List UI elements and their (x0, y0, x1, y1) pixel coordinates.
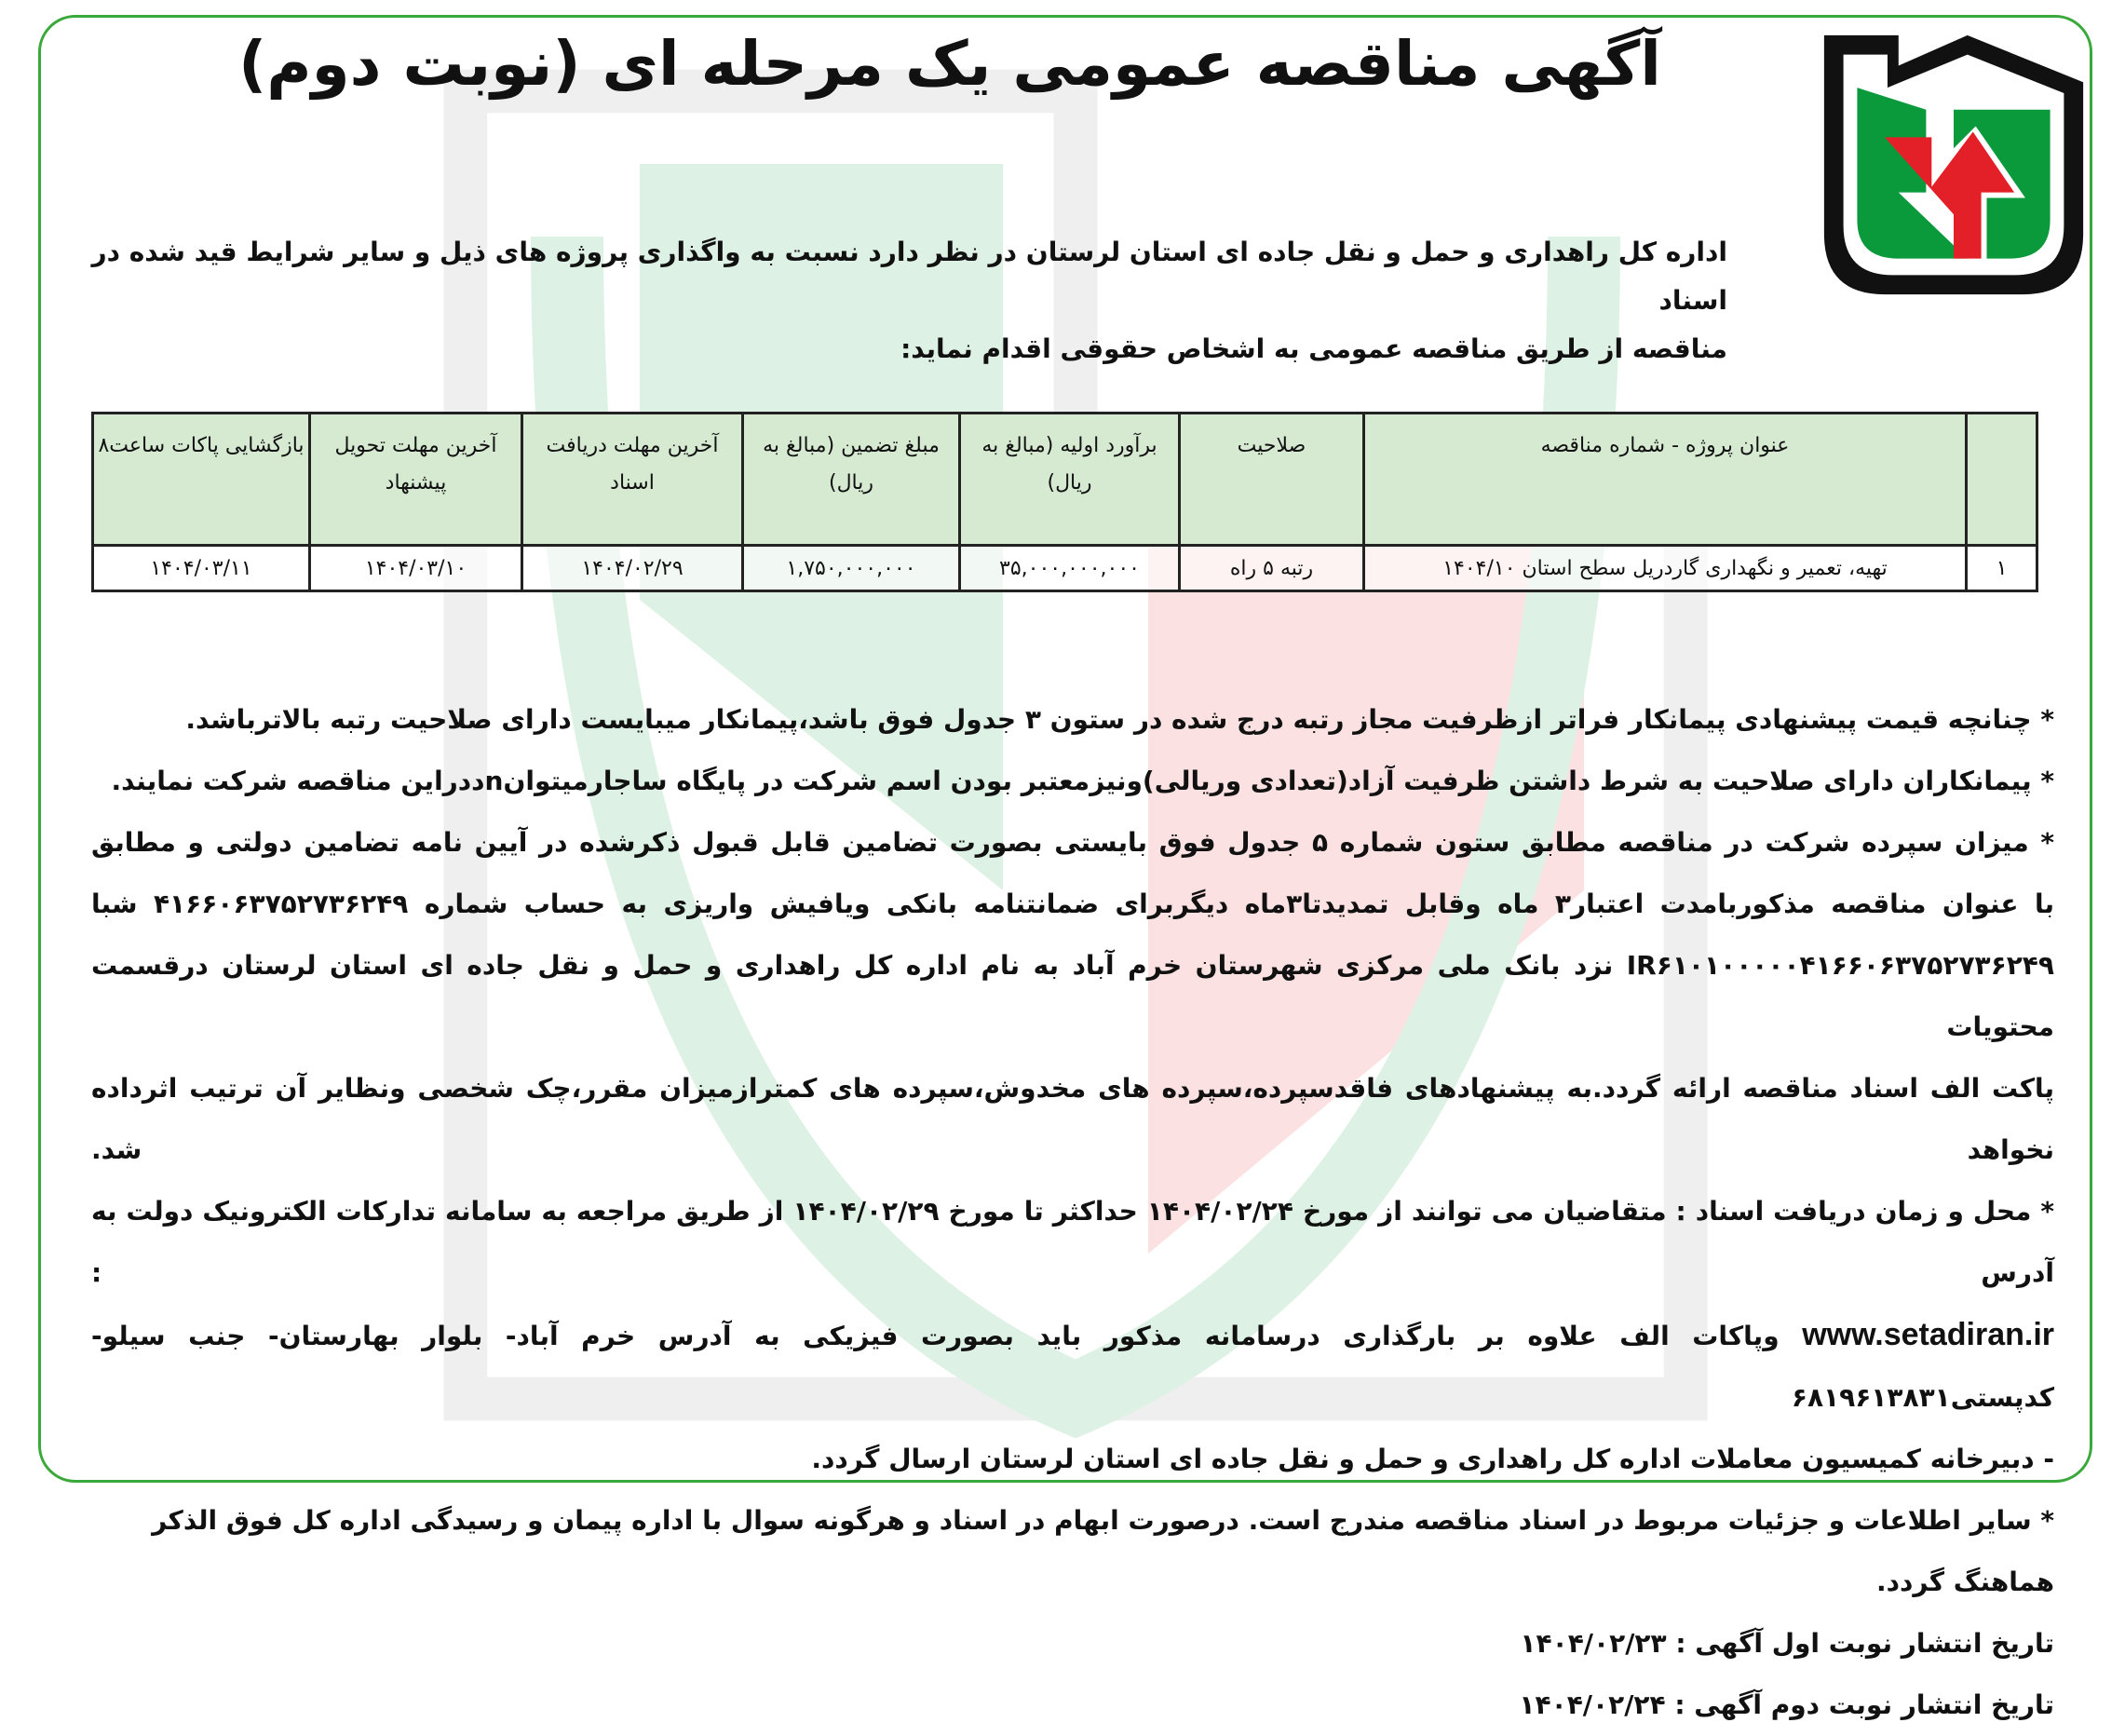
body-line: * محل و زمان دریافت اسناد : متقاضیان می توانند از مورخ ۱۴۰۴/۰۲/۲۴ حداکثر تا مورخ ۱۴۰۴/۰۲/۲۹ از طریق مراجعه به سامانه تدارکات الکترونیک دولت به آدرس : (91, 1196, 2055, 1288)
cell-number: ۱ (1967, 546, 2037, 591)
body-line: * سایر اطلاعات و جزئیات مربوط در اسناد مناقصه مندرج است. درصورت ابهام در اسناد و هرگونه سوال با اداره پیمان و رسیدگی اداره کل فوق الذکر هماهنگ گردد. (152, 1505, 2054, 1597)
conditions-text (91, 689, 2054, 1736)
table-header-row (93, 414, 2037, 546)
cell-estimate: ۳۵,۰۰۰,۰۰۰,۰۰۰ (960, 546, 1180, 591)
second-publish-date: تاریخ انتشار نوبت دوم آگهی : ۱۴۰۴/۰۲/۲۴ (1519, 1689, 2054, 1720)
col-header-qualification: صلاحیت (1180, 414, 1364, 546)
body-line: وپاکات الف علاوه بر بارگذاری درسامانه مذکور باید بصورت فیزیکی به آدرس خرم آباد- بلوار بهارستان- جنب سیلو-کدپستی۶۸۱۹۶۱۳۸۳۱ (91, 1321, 2054, 1413)
website-link[interactable]: www.setadiran.ir (1802, 1317, 2055, 1352)
page-title: آگهی مناقصه عمومی یک مرحله ای (نوبت دوم) (238, 28, 1661, 100)
intro-line: مناقصه از طریق مناقصه عمومی به اشخاص حقوقی اقدام نماید: (900, 333, 1727, 364)
body-line: IR۶۱۰۱۰۰۰۰۰۴۱۶۶۰۶۳۷۵۲۷۳۶۲۴۹ نزد بانک ملی مرکزی شهرستان خرم آباد به نام اداره کل راهداری و حمل و نقل جاده ای استان لرستان درقسمت محتویات (91, 950, 2054, 1042)
col-header-guarantee: مبلغ تضمین (مبالغ به ریال) (743, 414, 960, 546)
col-header-project: عنوان پروژه - شماره مناقصه (1364, 414, 1967, 546)
body-line: * میزان سپرده شرکت در مناقصه مطابق ستون شماره ۵ جدول فوق بایستی بصورت تضامین قابل قبول ذکرشده در آیین نامه تضامین دولتی و مطابق (91, 827, 2054, 858)
cell-doc-deadline: ۱۴۰۴/۰۲/۲۹ (522, 546, 743, 591)
table-row (93, 546, 2037, 591)
cell-opening: ۱۴۰۴/۰۳/۱۱ (93, 546, 310, 591)
col-header-bid-deadline: آخرین مهلت تحویل پیشنهاد (310, 414, 522, 546)
cell-qualification: رتبه ۵ راه (1180, 546, 1364, 591)
body-line: * چنانچه قیمت پیشنهادی پیمانکار فراتر ازظرفیت مجاز رتبه درج شده در ستون ۳ جدول فوق باشد،پیمانکار میبایست دارای صلاحیت رتبه بالاترباشد. (185, 704, 2054, 735)
col-header-opening: بازگشایی پاکات ساعت۸ (93, 414, 310, 546)
road-transport-logo-icon (1816, 26, 2091, 304)
body-line: * پیمانکاران دارای صلاحیت به شرط داشتن ظرفیت آزاد(تعدادی وریالی)ونیزمعتبر بودن اسم شرکت در پایگاه ساجارمیتوانnددراین مناقصه شرکت نمایند. (111, 766, 2054, 796)
tender-table (91, 412, 2038, 592)
intro-paragraph (91, 228, 1727, 373)
cell-guarantee: ۱,۷۵۰,۰۰۰,۰۰۰ (743, 546, 960, 591)
col-header-estimate: برآورد اولیه (مبالغ به ریال) (960, 414, 1180, 546)
first-publish-date: تاریخ انتشار نوبت اول آگهی : ۱۴۰۴/۰۲/۲۳ (1520, 1628, 2054, 1659)
body-line: با عنوان مناقصه مذکوربامدت اعتبار۳ ماه وقابل تمدیدتا۳ماه دیگربرای ضمانتنامه بانکی ویافیش واریزی به حساب شماره ۴۱۶۶۰۶۳۷۵۲۷۳۶۲۴۹ شبا (91, 888, 2055, 919)
cell-project: تهیه، تعمیر و نگهداری گاردریل سطح استان ۱۴۰۴/۱۰ (1364, 546, 1967, 591)
col-header-doc-deadline: آخرین مهلت دریافت اسناد (522, 414, 743, 546)
cell-bid-deadline: ۱۴۰۴/۰۳/۱۰ (310, 546, 522, 591)
intro-line: اداره کل راهداری و حمل و نقل جاده ای استان لرستان در نظر دارد نسبت به واگذاری پروژه های ذیل و سایر شرایط قید شده در اسناد (91, 237, 1727, 316)
body-line: پاکت الف اسناد مناقصه ارائه گردد.به پیشنهادهای فاقدسپرده،سپرده های مخدوش،سپرده های کمترازمیزان مقرر،چک شخصی ونظایر آن ترتیب اثرداده نخواهد شد. (91, 1073, 2054, 1165)
body-line: - دبیرخانه کمیسیون معاملات اداره کل راهداری و حمل و نقل جاده ای استان لرستان ارسال گردد. (811, 1444, 2054, 1474)
body-line-with-url (91, 1304, 2054, 1429)
col-header-number (1967, 414, 2037, 546)
